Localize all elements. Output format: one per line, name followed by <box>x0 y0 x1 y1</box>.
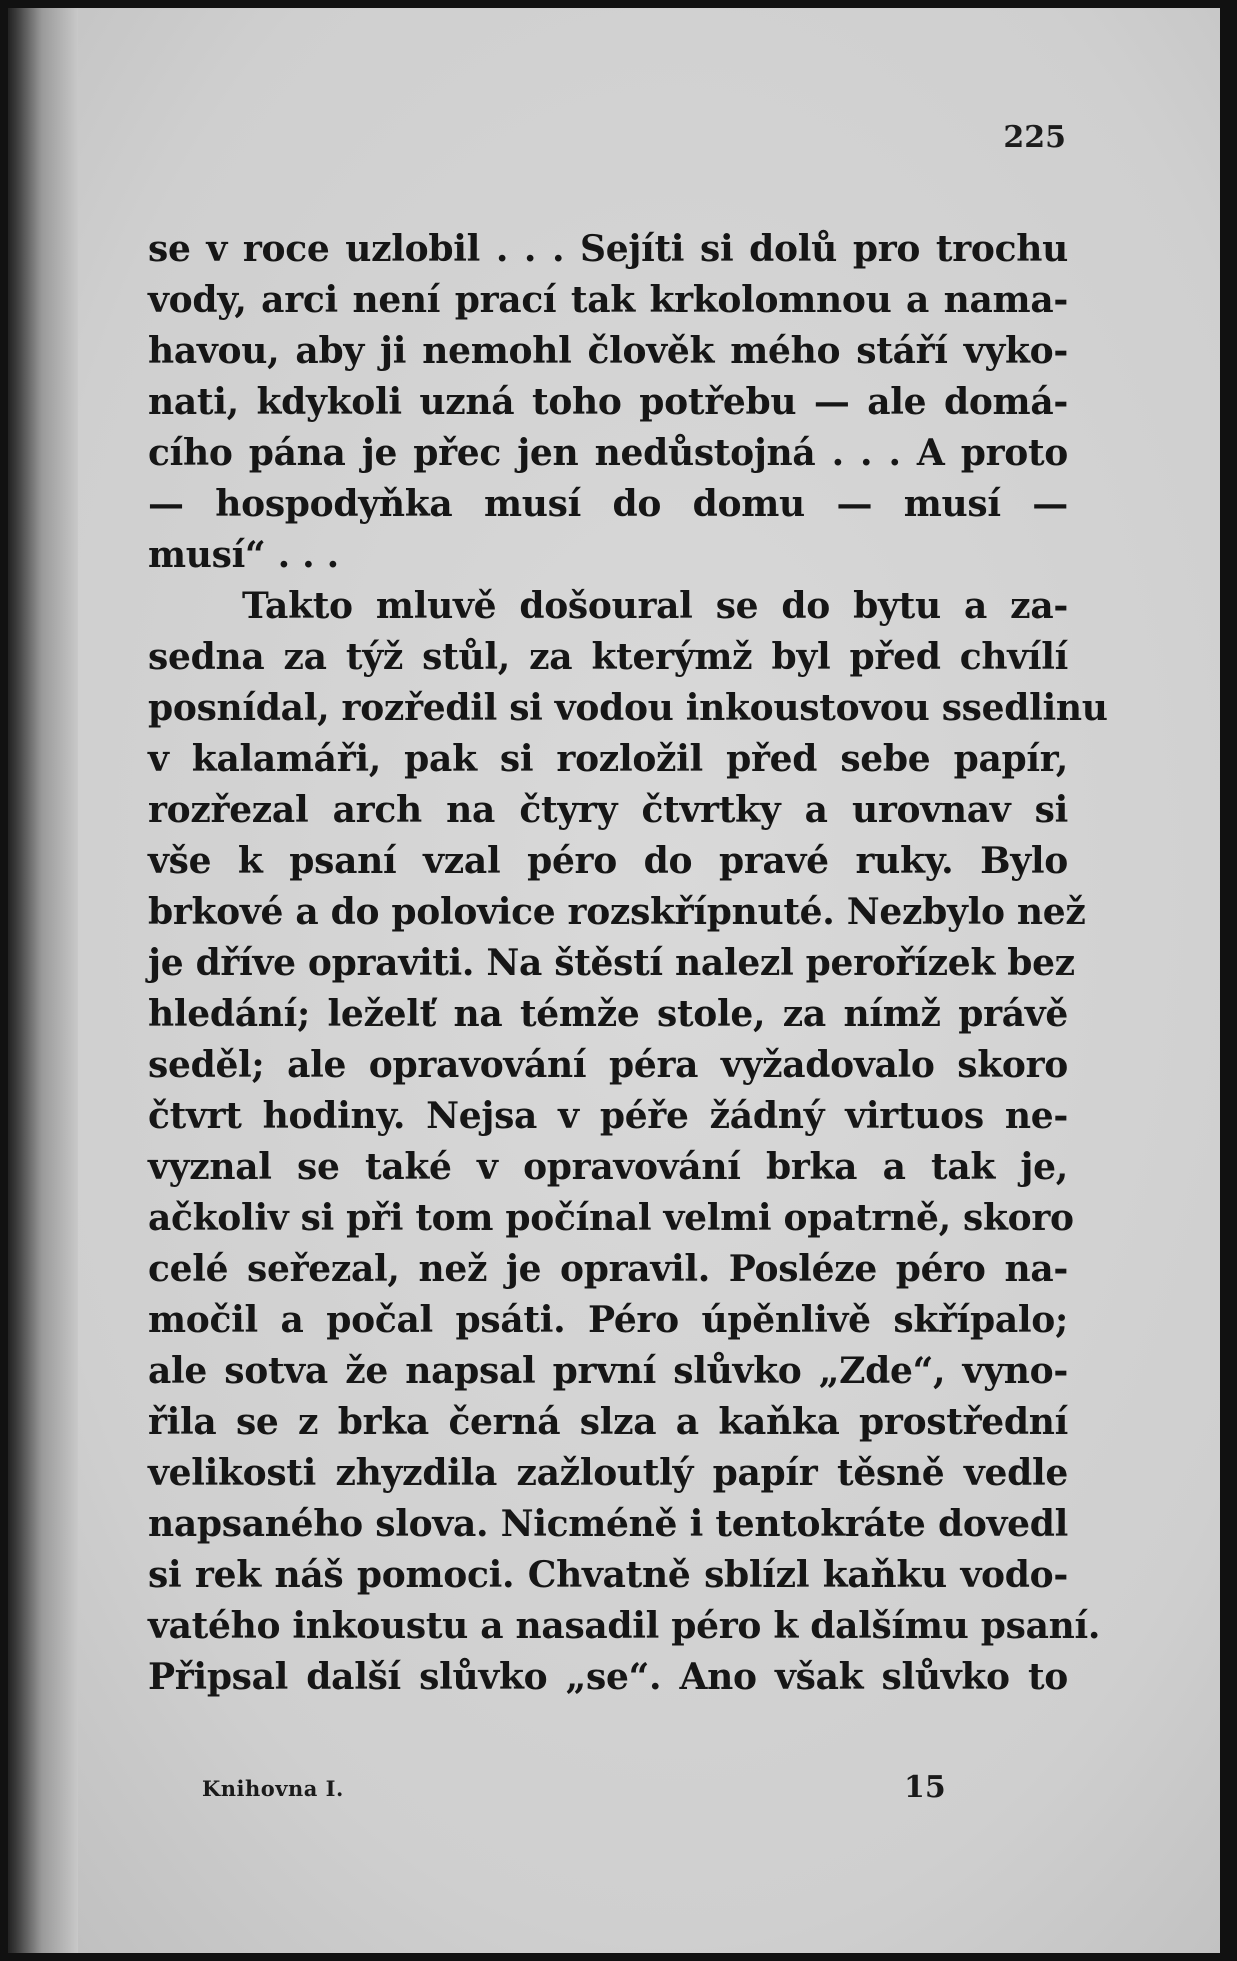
footer-signature-mark: Knihovna I. <box>202 1776 344 1801</box>
text-line: hledání; leželť na témže stole, za nímž právě <box>148 993 1068 1035</box>
book-page <box>8 8 1220 1953</box>
page-number: 225 <box>1003 120 1066 155</box>
text-line: močil a počal psáti. Péro úpěnlivě skřípalo; <box>148 1299 1068 1341</box>
text-line: napsaného slova. Nicméně i tentokráte dovedl <box>148 1503 1068 1545</box>
text-line: vyznal se také v opravování brka a tak je, <box>148 1146 1068 1188</box>
text-line: Připsal další slůvko „se“. Ano však slůvko to <box>148 1656 1068 1698</box>
text-line: posnídal, rozředil si vodou inkoustovou ssedlinu <box>148 687 1108 729</box>
paragraph-first-line: Takto mluvě došoural se do bytu a za- <box>242 585 1068 627</box>
text-line: rozřezal arch na čtyry čtvrtky a urovnav si <box>148 789 1068 831</box>
text-line: řila se z brka černá slza a kaňka prostřední <box>148 1401 1068 1443</box>
text-line: je dříve opraviti. Na štěstí nalezl peroříz​ek bez <box>148 942 1075 984</box>
text-line: vatého inkoustu a nasadil péro k dalšímu psaní. <box>148 1605 1101 1647</box>
text-line: vše k psaní vzal péro do pravé ruky. Bylo <box>148 840 1068 882</box>
text-line: si rek náš pomoci. Chvatně sblízl kaňku vodo- <box>148 1554 1068 1596</box>
body-text <box>148 224 1108 1703</box>
text-line: brkové a do polovice rozskřípnuté. Nezbylo než <box>148 891 1086 933</box>
text-line: musí“ . . . <box>148 534 339 576</box>
text-line: v kalamáři, pak si rozložil před sebe papír, <box>148 738 1068 780</box>
footer-sheet-number: 15 <box>904 1770 946 1805</box>
text-line: vody, arci není prací tak krkolomnou a nama- <box>148 279 1068 321</box>
text-line: ačkoliv si při tom počínal velmi opatrně, skoro <box>148 1197 1074 1239</box>
text-line: — hospodyňka musí do domu — musí — <box>148 483 1068 525</box>
text-line: velikosti zhyzdila zažloutlý papír těsně vedle <box>148 1452 1068 1494</box>
text-line: cího pána je přec jen nedůstojná . . . A proto <box>148 432 1068 474</box>
text-line: celé seřezal, než je opravil. Posléze péro na- <box>148 1248 1068 1290</box>
text-line: ale sotva že napsal první slůvko „Zde“, vyno- <box>148 1350 1068 1392</box>
binding-gutter-shadow <box>8 8 78 1953</box>
text-line: čtvrt hodiny. Nejsa v péře žádný virtuos ne- <box>148 1095 1068 1137</box>
text-line: se v roce uzlobil . . . Sejíti si dolů pro trochu <box>148 228 1068 270</box>
text-line: seděl; ale opravování péra vyžadovalo skoro <box>148 1044 1068 1086</box>
text-line: nati, kdykoli uzná toho potřebu — ale domá- <box>148 381 1068 423</box>
text-line: sedna za týž stůl, za kterýmž byl před chvílí <box>148 636 1068 678</box>
text-line: havou, aby ji nemohl člověk mého stáří vyko- <box>148 330 1068 372</box>
